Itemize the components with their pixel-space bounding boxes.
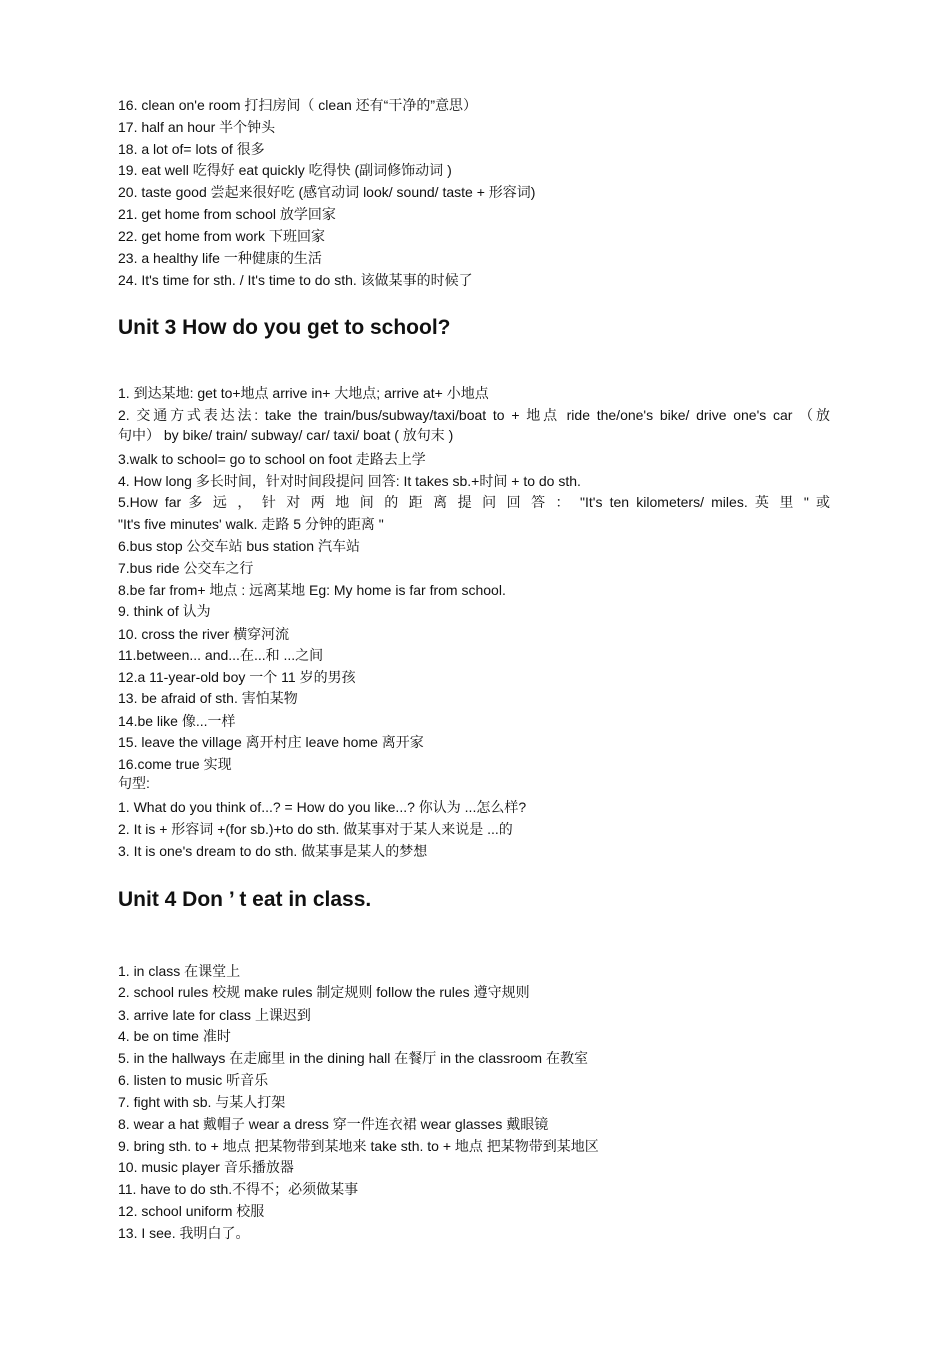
- list-item: 22. get home from work 下班回家: [118, 228, 325, 244]
- list-item: 7. fight with sb. 与某人打架: [118, 1094, 286, 1110]
- list-item: 9. bring sth. to + 地点 把某物带到某地来 take sth. to + 地点 把某物带到某地区: [118, 1138, 599, 1154]
- list-item: 2. It is + 形容词 +(for sb.)+to do sth. 做某事对于某人来说是 ...的: [118, 821, 513, 837]
- list-item: 10. music player 音乐播放器: [118, 1159, 294, 1175]
- list-item: 16.come true 实现: [118, 756, 232, 772]
- list-item: 1. 到达某地: get to+地点 arrive in+ 大地点; arrive at+ 小地点: [118, 385, 489, 401]
- list-item: 4. How long 多长时间，针对时间段提问 回答: It takes sb.+时间 + to do sth.: [118, 473, 581, 489]
- list-item: 19. eat well 吃得好 eat quickly 吃得快 (副词修饰动词 ): [118, 162, 452, 178]
- list-item: 3. It is one's dream to do sth. 做某事是某人的梦想: [118, 843, 428, 859]
- unit-4-heading: Unit 4 Don ’ t eat in class.: [118, 888, 372, 911]
- list-item: 3.walk to school= go to school on foot 走路去上学: [118, 451, 426, 467]
- list-item: 13. I see. 我明白了。: [118, 1225, 250, 1241]
- list-item: 4. be on time 准时: [118, 1028, 231, 1044]
- list-item: 9. think of 认为: [118, 603, 211, 619]
- list-item: "It's five minutes' walk. 走路 5 分钟的距离 ": [118, 516, 384, 532]
- list-item: 12.a 11-year-old boy 一个 11 岁的男孩: [118, 669, 356, 685]
- list-item: 5. in the hallways 在走廊里 in the dining hall 在餐厅 in the classroom 在教室: [118, 1050, 588, 1066]
- list-item: 5.How far 多 远 ， 针 对 两 地 间 的 距 离 提 问 回 答 ： "It's ten kilometers/ miles. 英 里 " 或: [118, 494, 830, 510]
- list-item: 11.between... and...在...和 ...之间: [118, 647, 324, 663]
- list-item: 2. 交通方式表达法: take the train/bus/subway/taxi/boat to + 地点 ride the/one's bike/ drive one's car （放: [118, 407, 830, 423]
- list-item: 6.bus stop 公交车站 bus station 汽车站: [118, 538, 360, 554]
- list-item: 17. half an hour 半个钟头: [118, 119, 276, 135]
- list-item: 2. school rules 校规 make rules 制定规则 follow the rules 遵守规则: [118, 984, 530, 1000]
- list-item: 6. listen to music 听音乐: [118, 1072, 269, 1088]
- list-item: 20. taste good 尝起来很好吃 (感官动词 look/ sound/ taste + 形容词): [118, 184, 536, 200]
- unit-3-heading: Unit 3 How do you get to school?: [118, 316, 451, 339]
- list-item: 8.be far from+ 地点 : 远离某地 Eg: My home is far from school.: [118, 582, 506, 598]
- list-item: 11. have to do sth.不得不；必须做某事: [118, 1181, 359, 1197]
- list-item: 16. clean on'e room 打扫房间（ clean 还有“干净的”意思）: [118, 97, 477, 113]
- list-item: 7.bus ride 公交车之行: [118, 560, 254, 576]
- list-item: 12. school uniform 校服: [118, 1203, 265, 1219]
- list-item: 13. be afraid of sth. 害怕某物: [118, 690, 298, 706]
- sentence-pattern-heading: 句型:: [118, 775, 150, 791]
- list-item: 3. arrive late for class 上课迟到: [118, 1007, 311, 1023]
- list-item: 句中） by bike/ train/ subway/ car/ taxi/ boat ( 放句末 ): [118, 427, 454, 443]
- list-item: 24. It's time for sth. / It's time to do sth. 该做某事的时候了: [118, 272, 473, 288]
- list-item: 8. wear a hat 戴帽子 wear a dress 穿一件连衣裙 wear glasses 戴眼镜: [118, 1116, 549, 1132]
- list-item: 1. in class 在课堂上: [118, 963, 241, 979]
- list-item: 1. What do you think of...? = How do you like...? 你认为 ...怎么样?: [118, 799, 527, 815]
- list-item: 18. a lot of= lots of 很多: [118, 141, 265, 157]
- list-item: 14.be like 像...一样: [118, 713, 236, 729]
- list-item: 23. a healthy life 一种健康的生活: [118, 250, 322, 266]
- list-item: 10. cross the river 横穿河流: [118, 626, 290, 642]
- list-item: 15. leave the village 离开村庄 leave home 离开家: [118, 734, 424, 750]
- list-item: 21. get home from school 放学回家: [118, 206, 336, 222]
